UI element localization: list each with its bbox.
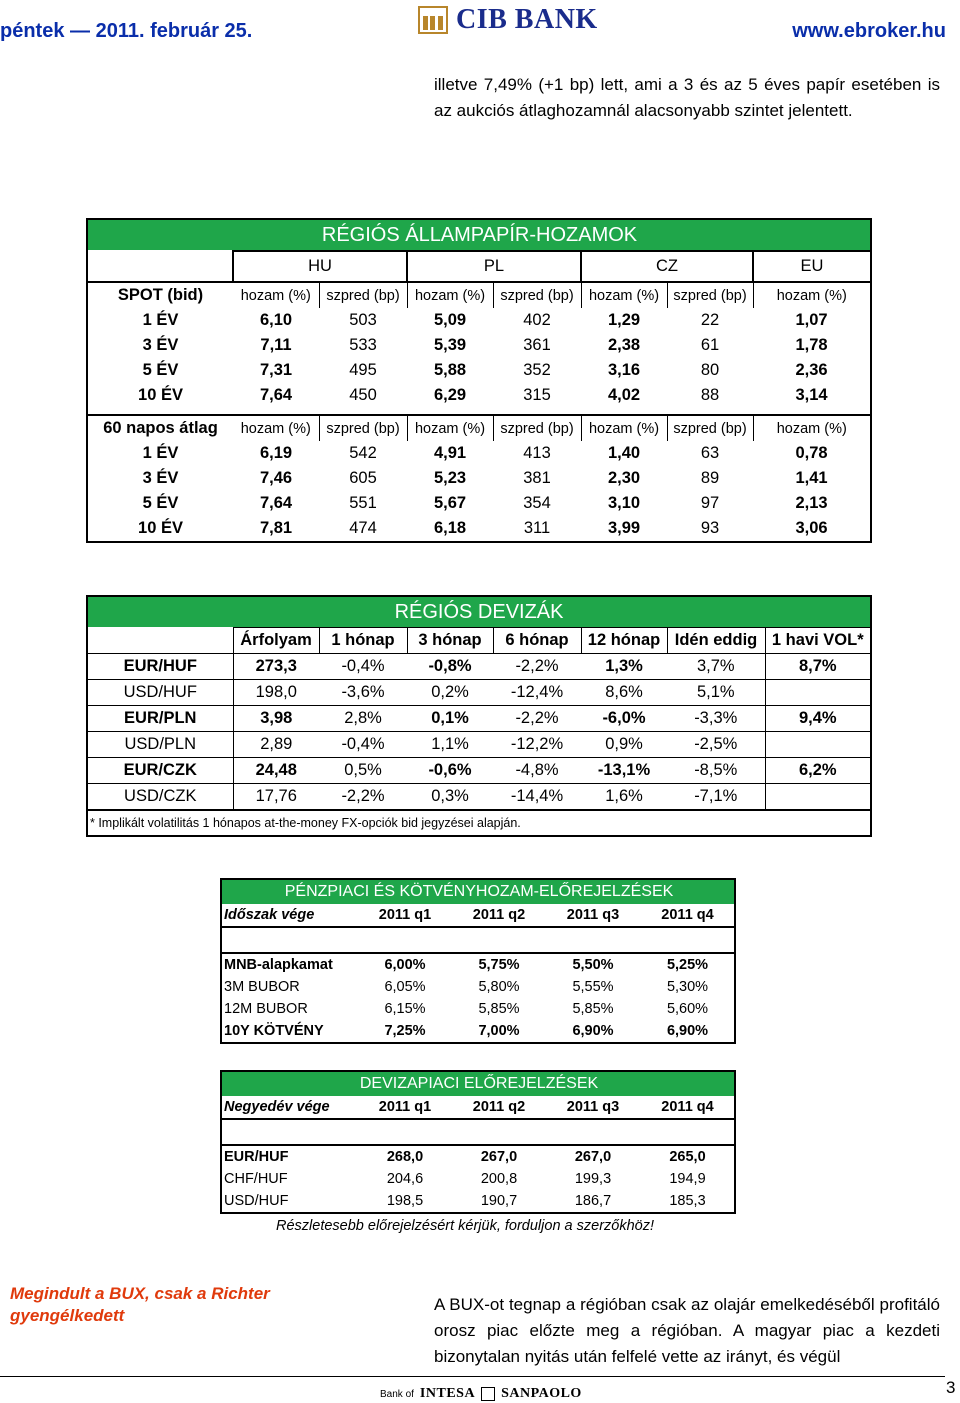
table-cell	[765, 732, 871, 758]
table-cell: 268,0	[386, 1149, 424, 1165]
row-label: 3 ÉV	[142, 469, 179, 487]
table-cell: 89	[700, 469, 720, 487]
row-label: 3M BUBOR	[224, 979, 300, 995]
mm-quarter: 2011 q4	[661, 907, 714, 923]
table-cell: -2,2%	[493, 654, 581, 680]
fxf-quarter: 2011 q1	[378, 1099, 432, 1115]
country-cz: CZ	[581, 251, 753, 282]
row-label: 5 ÉV	[142, 361, 179, 379]
fxf-quarter: 2011 q4	[661, 1099, 714, 1115]
table-cell: 5,39	[433, 336, 467, 354]
column-header: hozam (%)	[581, 415, 667, 441]
footer-bank-logo	[380, 1386, 582, 1402]
row-label: EUR/HUF	[224, 1149, 289, 1165]
table-row	[87, 441, 871, 466]
table-cell: 2,38	[607, 336, 641, 354]
table-cell: 1,3%	[581, 654, 667, 680]
page-number: 3	[946, 1378, 956, 1397]
mm-period-label: Időszak vége	[224, 907, 315, 923]
table-cell: 1,41	[795, 469, 828, 487]
table-cell: 7,64	[259, 386, 293, 404]
table-row	[87, 654, 871, 680]
table-cell: 267,0	[574, 1149, 612, 1165]
table-row	[221, 1020, 735, 1043]
table-cell: 198,5	[386, 1193, 424, 1209]
table-cell: 450	[349, 386, 377, 404]
table-cell: 503	[349, 311, 377, 329]
table-cell: 381	[523, 469, 551, 487]
table-cell: 3,99	[607, 519, 641, 537]
table-cell: -0,4%	[319, 732, 407, 758]
mm-quarter: 2011 q3	[566, 907, 620, 923]
table-cell: 1,40	[607, 444, 641, 462]
table-cell: 6,90%	[572, 1023, 614, 1039]
table-cell: 1,6%	[581, 784, 667, 811]
mm-quarter: 2011 q1	[378, 907, 432, 923]
table-cell: 267,0	[480, 1149, 518, 1165]
table-cell: 63	[700, 444, 720, 462]
country-eu: EU	[753, 251, 871, 282]
table-cell: -0,8%	[407, 654, 493, 680]
table-row	[87, 784, 871, 811]
mm-forecast-title: PÉNZPIACI ÉS KÖTVÉNYHOZAM-ELŐREJELZÉSEK	[221, 879, 735, 904]
row-label: 10Y KÖTVÉNY	[224, 1023, 324, 1039]
table-cell: 2,8%	[319, 706, 407, 732]
fx-title: RÉGIÓS DEVIZÁK	[394, 600, 564, 623]
header-site-link[interactable]: www.ebroker.hu	[792, 20, 946, 42]
column-header: hozam (%)	[753, 415, 871, 441]
row-label: 1 ÉV	[142, 311, 179, 329]
sanpaolo-logo-icon	[481, 1387, 495, 1401]
footer-divider	[0, 1376, 945, 1377]
table-cell: 315	[523, 386, 551, 404]
column-header: 12 hónap	[581, 628, 667, 654]
table-row	[221, 953, 735, 976]
table-cell: 97	[700, 494, 720, 512]
table-cell: 3,98	[233, 706, 319, 732]
table-cell: 4,91	[433, 444, 467, 462]
table-cell: 5,75%	[478, 957, 520, 973]
table-cell: 5,85%	[478, 1001, 520, 1017]
table-cell: 6,19	[259, 444, 293, 462]
column-header: hozam (%)	[233, 415, 319, 441]
table-cell: -7,1%	[667, 784, 765, 811]
table-cell: 190,7	[480, 1193, 518, 1209]
table-cell: -2,5%	[667, 732, 765, 758]
table-cell: 0,3%	[407, 784, 493, 811]
table-cell: 93	[700, 519, 720, 537]
table-cell: 1,1%	[407, 732, 493, 758]
table-cell: 273,3	[233, 654, 319, 680]
table-cell: 2,89	[233, 732, 319, 758]
table-cell: 265,0	[669, 1149, 706, 1165]
fx-forecast-table	[220, 1070, 736, 1214]
table-cell: 5,30%	[666, 979, 709, 995]
table-cell: 0,1%	[407, 706, 493, 732]
table-cell: 5,50%	[572, 957, 614, 973]
table-cell: 533	[349, 336, 377, 354]
table-cell: 5,85%	[572, 1001, 614, 1017]
table-cell: 6,05%	[384, 979, 426, 995]
table-row	[87, 732, 871, 758]
table-cell: 7,11	[260, 336, 292, 354]
column-header: hozam (%)	[233, 282, 319, 308]
table-cell: -0,6%	[407, 758, 493, 784]
table-row	[87, 758, 871, 784]
table-row	[87, 358, 871, 383]
table-cell: 2,30	[607, 469, 641, 487]
table-cell: 200,8	[480, 1171, 518, 1187]
table-cell: 5,55%	[572, 979, 614, 995]
mm-quarter: 2011 q2	[472, 907, 526, 923]
table-cell: 7,31	[259, 361, 293, 379]
column-header: szpred (bp)	[667, 282, 753, 308]
section-label: 60 napos átlag	[103, 419, 218, 437]
table-cell: 495	[349, 361, 377, 379]
column-header: szpred (bp)	[493, 282, 581, 308]
column-header: 1 havi VOL*	[765, 628, 871, 654]
row-label: 12M BUBOR	[224, 1001, 308, 1017]
row-label: USD/HUF	[87, 680, 233, 706]
table-cell: 8,6%	[581, 680, 667, 706]
regional-fx-table	[86, 595, 872, 837]
table-cell: 24,48	[233, 758, 319, 784]
table-cell: 2,36	[795, 361, 828, 379]
table-cell: 542	[349, 444, 377, 462]
table-cell: 2,13	[795, 494, 828, 512]
table-cell: 8,7%	[765, 654, 871, 680]
table-cell: 354	[523, 494, 551, 512]
row-label: 10 ÉV	[138, 519, 183, 537]
bank-logo	[418, 4, 598, 36]
table-cell: 1,29	[607, 311, 641, 329]
fx-forecast-title: DEVIZAPIACI ELŐREJELZÉSEK	[221, 1071, 735, 1096]
table-cell: 402	[523, 311, 551, 329]
table-cell: 9,4%	[765, 706, 871, 732]
row-label: CHF/HUF	[224, 1171, 288, 1187]
row-label: USD/PLN	[87, 732, 233, 758]
table-row	[221, 1168, 735, 1190]
table-cell: 88	[700, 386, 720, 404]
row-label: 3 ÉV	[142, 336, 179, 354]
table-cell	[765, 784, 871, 811]
header-date: péntek — 2011. február 25.	[0, 20, 253, 42]
table-cell: 361	[523, 336, 551, 354]
table-cell: 198,0	[233, 680, 319, 706]
row-label: USD/CZK	[87, 784, 233, 811]
row-label: MNB-alapkamat	[224, 957, 333, 973]
table-cell: 80	[700, 361, 720, 379]
table-cell: 186,7	[574, 1193, 612, 1209]
section-label: SPOT (bid)	[117, 286, 204, 304]
table-cell: 605	[349, 469, 377, 487]
table-row	[87, 333, 871, 358]
table-cell	[765, 680, 871, 706]
table-cell: 4,02	[607, 386, 641, 404]
table-cell: 6,29	[433, 386, 467, 404]
table-cell: -4,8%	[493, 758, 581, 784]
table-cell: 22	[700, 311, 720, 329]
table-cell: 199,3	[574, 1171, 612, 1187]
table-cell: 5,80%	[478, 979, 520, 995]
table-row	[87, 706, 871, 732]
table-cell: 194,9	[669, 1171, 706, 1187]
table-cell: 0,78	[795, 444, 828, 462]
table-row	[87, 491, 871, 516]
row-label: 10 ÉV	[138, 386, 183, 404]
table-cell: -12,4%	[493, 680, 581, 706]
column-header: hozam (%)	[407, 282, 493, 308]
column-header: szpred (bp)	[319, 415, 407, 441]
table-row	[221, 998, 735, 1020]
table-cell: 7,25%	[384, 1023, 426, 1039]
column-header: 3 hónap	[407, 628, 493, 654]
fx-footnote: * Implikált volatilitás 1 hónapos at-the-money FX-opciók bid jegyzései alapján.	[87, 810, 871, 836]
table-row	[221, 1145, 735, 1168]
column-header: hozam (%)	[407, 415, 493, 441]
table-cell: 7,00%	[478, 1023, 520, 1039]
column-header: Idén eddig	[667, 628, 765, 654]
cib-logo-icon	[418, 6, 448, 34]
row-label: EUR/PLN	[87, 706, 233, 732]
fxf-quarter: 2011 q2	[472, 1099, 526, 1115]
table-row	[87, 516, 871, 542]
money-market-forecast-table	[220, 878, 736, 1044]
footer-bank-of: Bank of	[380, 1388, 414, 1400]
fxf-quarter: 2011 q3	[566, 1099, 620, 1115]
table-cell: 7,81	[259, 519, 293, 537]
table-cell: 352	[523, 361, 551, 379]
column-header: Árfolyam	[233, 628, 319, 654]
table-cell: 5,88	[433, 361, 467, 379]
footer-sanpaolo: SANPAOLO	[501, 1386, 582, 1401]
table-cell: 6,15%	[384, 1001, 426, 1017]
row-label: EUR/HUF	[87, 654, 233, 680]
table-cell: 204,6	[386, 1171, 424, 1187]
table-cell: 0,5%	[319, 758, 407, 784]
table-cell: -2,2%	[319, 784, 407, 811]
table-cell: 7,64	[259, 494, 293, 512]
table-cell: 6,18	[433, 519, 467, 537]
forecast-note: Részletesebb előrejelzésért kérjük, forduljon a szerzőkhöz!	[276, 1218, 654, 1234]
table-cell: 61	[700, 336, 720, 354]
column-header: hozam (%)	[581, 282, 667, 308]
column-header: szpred (bp)	[493, 415, 581, 441]
column-header: hozam (%)	[753, 282, 871, 308]
fxf-period-label: Negyedév vége	[224, 1099, 330, 1115]
table-cell: -12,2%	[493, 732, 581, 758]
table-cell: 5,60%	[666, 1001, 709, 1017]
table-cell: 0,2%	[407, 680, 493, 706]
column-header: 1 hónap	[319, 628, 407, 654]
row-label: USD/HUF	[224, 1193, 289, 1209]
table-cell: -2,2%	[493, 706, 581, 732]
table-row	[221, 1190, 735, 1213]
country-hu: HU	[233, 251, 407, 282]
column-header: szpred (bp)	[667, 415, 753, 441]
table-cell: 185,3	[669, 1193, 706, 1209]
yields-title: RÉGIÓS ÁLLAMPAPÍR-HOZAMOK	[321, 223, 638, 246]
table-cell: 6,90%	[666, 1023, 709, 1039]
table-cell: 7,46	[259, 469, 293, 487]
table-cell: 6,00%	[384, 957, 426, 973]
table-row	[87, 466, 871, 491]
table-cell: 6,2%	[765, 758, 871, 784]
table-cell: 5,23	[433, 469, 467, 487]
table-cell: -8,5%	[667, 758, 765, 784]
table-cell: 3,10	[607, 494, 641, 512]
table-cell: 3,06	[795, 519, 828, 537]
table-cell: 17,76	[233, 784, 319, 811]
table-cell: -6,0%	[581, 706, 667, 732]
table-cell: 0,9%	[581, 732, 667, 758]
footer-intesa: INTESA	[419, 1386, 476, 1401]
row-label: 1 ÉV	[142, 444, 179, 462]
table-cell: 5,67	[433, 494, 467, 512]
table-row	[87, 680, 871, 706]
table-cell: -3,3%	[667, 706, 765, 732]
table-row	[87, 383, 871, 408]
table-cell: 413	[523, 444, 551, 462]
bux-section-title: Megindult a BUX, csak a Richter gyengélkedett	[10, 1284, 270, 1325]
column-header: 6 hónap	[493, 628, 581, 654]
table-cell: 3,16	[607, 361, 641, 379]
table-cell: 3,14	[795, 386, 828, 404]
table-cell: 5,09	[433, 311, 467, 329]
table-row	[87, 308, 871, 333]
bux-paragraph: A BUX-ot tegnap a régióban csak az olajár emelkedéséből profitáló orosz piac előzte meg a régióban. A magyar piac a kezdeti bizonytalan nyitás után felfelé vette az irányt, és végül	[434, 1295, 940, 1366]
table-cell: 5,25%	[666, 957, 709, 973]
table-cell: -3,6%	[319, 680, 407, 706]
table-cell: 3,7%	[667, 654, 765, 680]
row-label: 5 ÉV	[142, 494, 179, 512]
table-cell: 6,10	[259, 311, 293, 329]
row-label: EUR/CZK	[87, 758, 233, 784]
regional-yields-table	[86, 218, 872, 543]
table-cell: -14,4%	[493, 784, 581, 811]
table-cell: -13,1%	[581, 758, 667, 784]
table-cell: 311	[523, 519, 551, 537]
table-cell: -0,4%	[319, 654, 407, 680]
column-header: szpred (bp)	[319, 282, 407, 308]
table-cell: 5,1%	[667, 680, 765, 706]
table-cell: 474	[349, 519, 377, 537]
table-row	[221, 976, 735, 998]
country-pl: PL	[407, 251, 581, 282]
table-cell: 1,78	[795, 336, 828, 354]
intro-paragraph: illetve 7,49% (+1 bp) lett, ami a 3 és az 5 éves papír esetében is az aukciós átlaghozamnál alacsonyabb szintet jelentett.	[434, 75, 940, 120]
bank-name: CIB BANK	[456, 4, 598, 35]
table-cell: 551	[349, 494, 377, 512]
table-cell: 1,07	[795, 311, 828, 329]
